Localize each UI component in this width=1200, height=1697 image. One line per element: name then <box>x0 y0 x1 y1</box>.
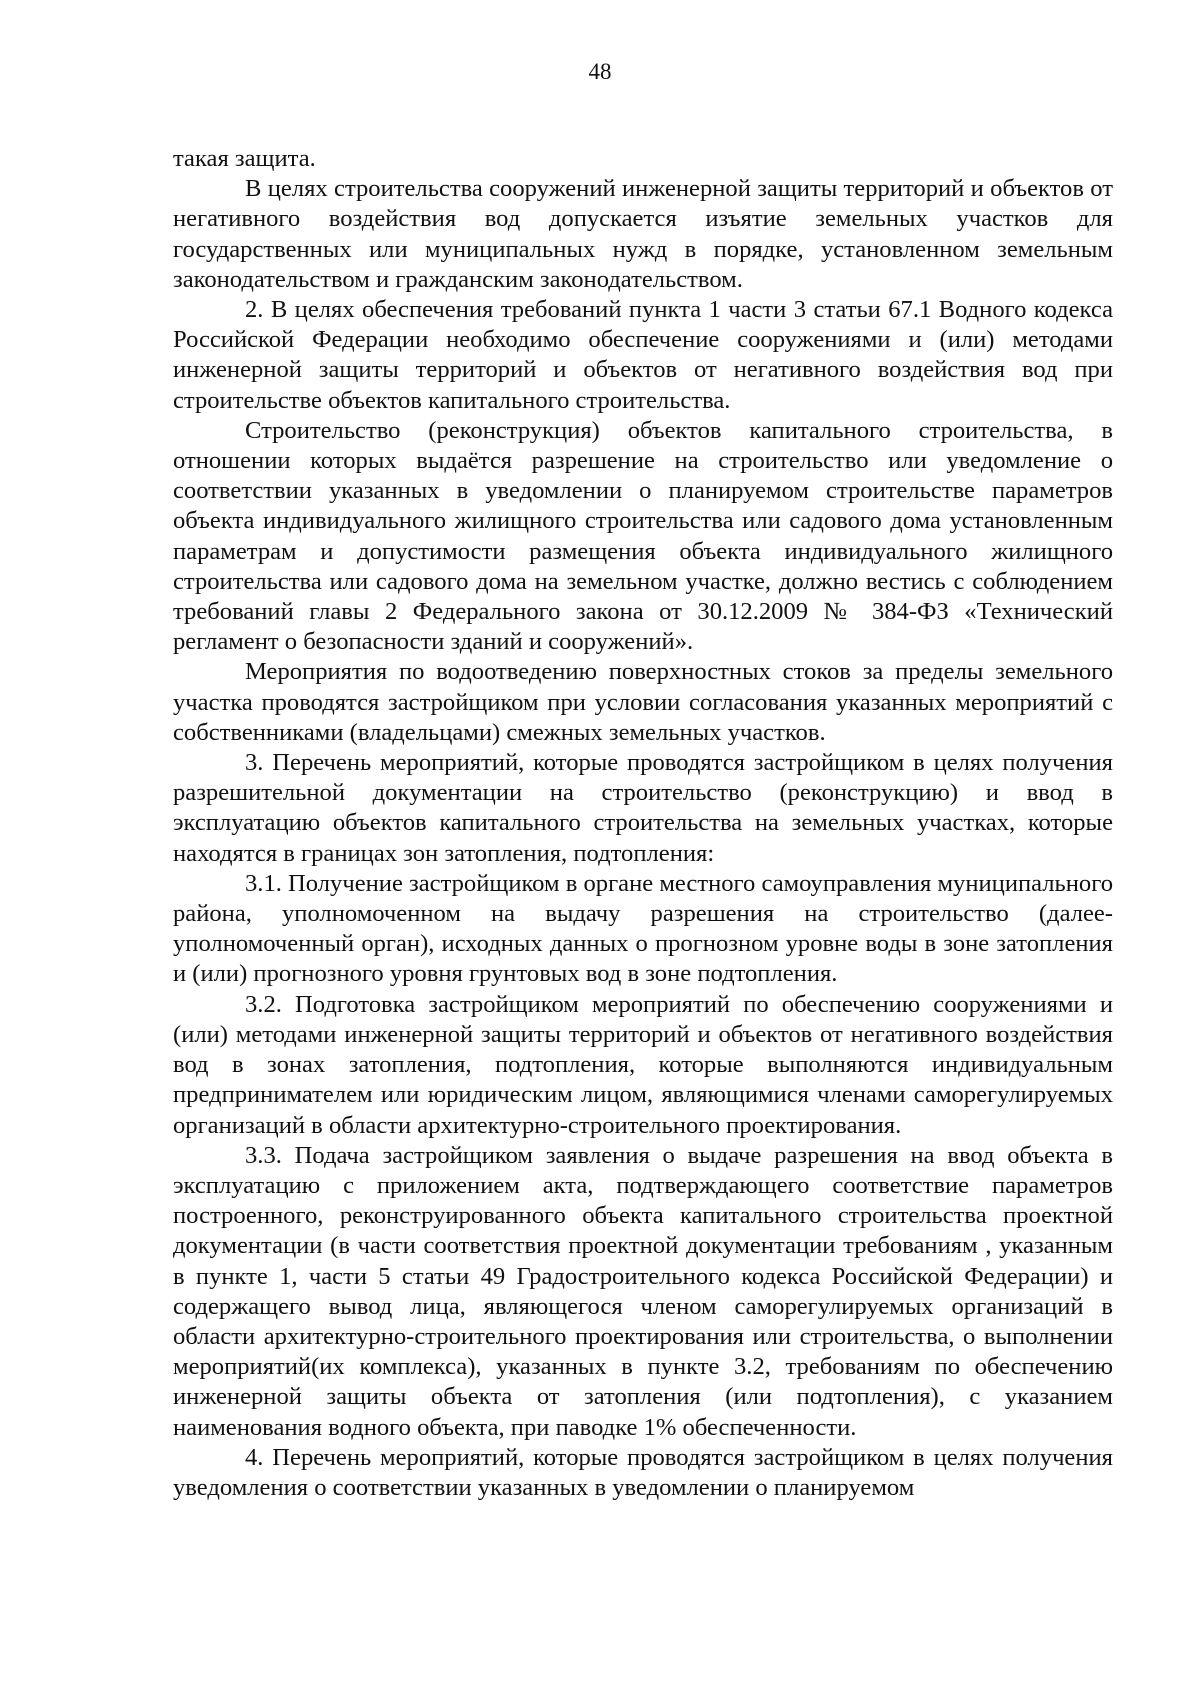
paragraph-land-seizure: В целях строительства сооружений инженерной защиты территорий и объектов от негативного воздействия вод допускается изъятие земельных участков для государственных или муниципальных нужд в порядке, установленном земельным законодательством и гражданским законодательством. <box>173 175 1113 293</box>
paragraph-item-3: 3. Перечень мероприятий, которые проводятся застройщиком в целях получения разрешительной документации на строительство (реконструкцию) и ввод в эксплуатацию объектов капитального строительства на земельных участках, которые находятся в границах зон затопления, подтопления: <box>173 749 1113 867</box>
paragraph-item-4: 4. Перечень мероприятий, которые проводятся застройщиком в целях получения уведомления о соответствии указанных в уведомлении о планируемом <box>173 1443 1113 1501</box>
page-body <box>173 144 1113 1503</box>
paragraph-item-3-1: 3.1. Получение застройщиком в органе местного самоуправления муниципального района, уполномоченном на выдачу разрешения на строительство (далее- уполномоченный орган), исходных данных о прогнозном уровне воды в зоне затопления и (или) прогнозного уровня грунтовых вод в зоне подтопления. <box>173 869 1113 988</box>
paragraph-construction-requirements: Строительство (реконструкция) объектов капитального строительства, в отношении которых выдаётся разрешение на строительство или уведомление о соответствии указанных в уведомлении о планируемом строительстве параметров объекта индивидуального жилищного строительства или садового дома установленным параметрам и допустимости размещения объекта индивидуального жилищного строительства или садового дома на земельном участке, должно вестись с соблюдением требований главы 2 Федерального закона от 30.12.2009 № 384-ФЗ «Технический регламент о безопасности зданий и сооружений». <box>173 416 1113 656</box>
paragraph-item-3-3: 3.3. Подача застройщиком заявления о выдаче разрешения на ввод объекта в эксплуатацию с приложением акта, подтверждающего соответствие параметров построенного, реконструированного объекта капитального строительства проектной документации (в части соответствия проектной документации требованиям , указанным в пункте 1, части 5 статьи 49 Градостроительного кодекса Российской Федерации) и содержащего вывод лица, являющегося членом саморегулируемых организаций в области архитектурно-строительного проектирования или строительства, о выполнении мероприятий(их комплекса), указанных в пункте 3.2, требованиям по обеспечению инженерной защиты объекта от затопления (или подтопления), с указанием наименования водного объекта, при паводке 1% обеспеченности. <box>173 1141 1113 1441</box>
paragraph-item-2: 2. В целях обеспечения требований пункта 1 части 3 статьи 67.1 Водного кодекса Российской Федерации необходимо обеспечение сооружениями и (или) методами инженерной защиты территорий и объектов от негативного воздействия вод при строительстве объектов капитального строительства. <box>173 296 1113 414</box>
paragraph-continuation: такая защита. <box>173 145 316 172</box>
page-number: 48 <box>588 59 612 84</box>
paragraph-item-3-2: 3.2. Подготовка застройщиком мероприятий по обеспечению сооружениями и (или) методами инженерной защиты территорий и объектов от негативного воздействия вод в зонах затопления, подтопления, которые выполняются индивидуальным предпринимателем или юридическим лицом, являющимися членами саморегулируемых организаций в области архитектурно-строительного проектирования. <box>173 990 1113 1139</box>
paragraph-drainage-measures: Мероприятия по водоотведению поверхностных стоков за пределы земельного участка проводятся застройщиком при условии согласования указанных мероприятий с собственниками (владельцами) смежных земельных участков. <box>173 658 1113 746</box>
